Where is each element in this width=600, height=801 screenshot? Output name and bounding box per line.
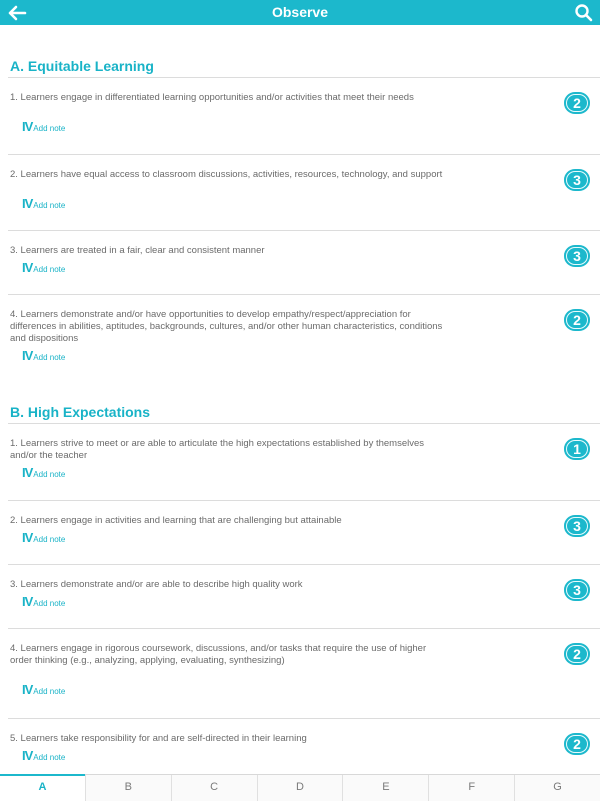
indicator-text: 2. Learners have equal access to classroom discussions, activities, resources, technology, and support [10,169,443,180]
add-note-button[interactable] [22,466,65,479]
add-note-label: Add note [33,753,66,762]
indicator-row [8,424,600,501]
tab-b[interactable]: B [85,775,171,801]
indicator-text: 4. Learners engage in rigorous coursework, discussions, and/or tasks that require the use of higher order thinking (e.g., analyzing, applying, evaluating, synthesizing) [10,643,427,666]
indicator-row [8,231,600,295]
indicator-row [8,565,600,629]
handwriting-note-icon: IV [22,119,33,134]
add-note-label: Add note [33,535,66,544]
add-note-label: Add note [33,124,66,133]
observation-list[interactable] [0,25,600,773]
tab-g[interactable]: G [514,775,600,801]
indicator-text: 1. Learners engage in differentiated learning opportunities and/or activities that meet their needs [10,92,414,103]
add-note-label: Add note [33,599,66,608]
indicator-row [8,501,600,565]
add-note-label: Add note [33,470,66,479]
tab-e[interactable]: E [342,775,428,801]
indicator-text: 3. Learners demonstrate and/or are able to describe high quality work [10,579,303,590]
handwriting-note-icon: IV [22,748,33,763]
score-badge[interactable]: 2 [564,309,590,331]
indicator-text: 3. Learners are treated in a fair, clear and consistent manner [10,245,265,256]
score-badge[interactable]: 3 [564,169,590,191]
section-items-high-expectations [0,424,600,773]
indicator-row [8,78,600,155]
handwriting-note-icon: IV [22,682,33,697]
tab-a[interactable]: A [0,775,85,801]
handwriting-note-icon: IV [22,530,33,545]
add-note-button[interactable] [22,531,65,544]
add-note-button[interactable] [22,120,65,133]
add-note-label: Add note [33,687,66,696]
score-badge[interactable]: 3 [564,245,590,267]
handwriting-note-icon: IV [22,196,33,211]
score-badge[interactable]: 2 [564,733,590,755]
tab-f[interactable]: F [428,775,514,801]
top-app-bar [0,0,600,25]
tab-c[interactable]: C [171,775,257,801]
score-badge[interactable]: 3 [564,515,590,537]
handwriting-note-icon: IV [22,465,33,480]
handwriting-note-icon: IV [22,348,33,363]
handwriting-note-icon: IV [22,260,33,275]
add-note-button[interactable] [22,749,65,762]
add-note-button[interactable] [22,261,65,274]
score-badge[interactable]: 1 [564,438,590,460]
add-note-label: Add note [33,353,66,362]
indicator-text: 2. Learners engage in activities and learning that are challenging but attainable [10,515,342,526]
add-note-label: Add note [33,201,66,210]
handwriting-note-icon: IV [22,594,33,609]
indicator-text: 5. Learners take responsibility for and are self-directed in their learning [10,733,307,744]
indicator-text: 1. Learners strive to meet or are able to articulate the high expectations established by themselves and/or the teacher [10,438,425,461]
add-note-button[interactable] [22,683,65,696]
indicator-row [8,155,600,231]
add-note-button[interactable] [22,595,65,608]
add-note-button[interactable] [22,197,65,210]
indicator-text: 4. Learners demonstrate and/or have opportunities to develop empathy/respect/appreciation for differences in abilities, aptitudes, backgrounds, cultures, and/or other human characteristics, conditions and dispositions [10,309,443,344]
search-icon [574,3,594,23]
search-button[interactable] [574,3,594,23]
score-badge[interactable]: 2 [564,643,590,665]
section-title-equitable-learning: A. Equitable Learning [10,58,154,74]
section-items-equitable-learning [0,78,600,383]
tab-d[interactable]: D [257,775,343,801]
score-badge[interactable]: 3 [564,579,590,601]
indicator-row [8,629,600,719]
section-title-high-expectations: B. High Expectations [10,404,151,420]
indicator-row [8,295,600,383]
indicator-row [8,719,600,773]
add-note-button[interactable] [22,349,65,362]
section-tab-bar [0,774,600,801]
page-title: Observe [271,4,329,20]
add-note-label: Add note [33,265,66,274]
score-badge[interactable]: 2 [564,92,590,114]
